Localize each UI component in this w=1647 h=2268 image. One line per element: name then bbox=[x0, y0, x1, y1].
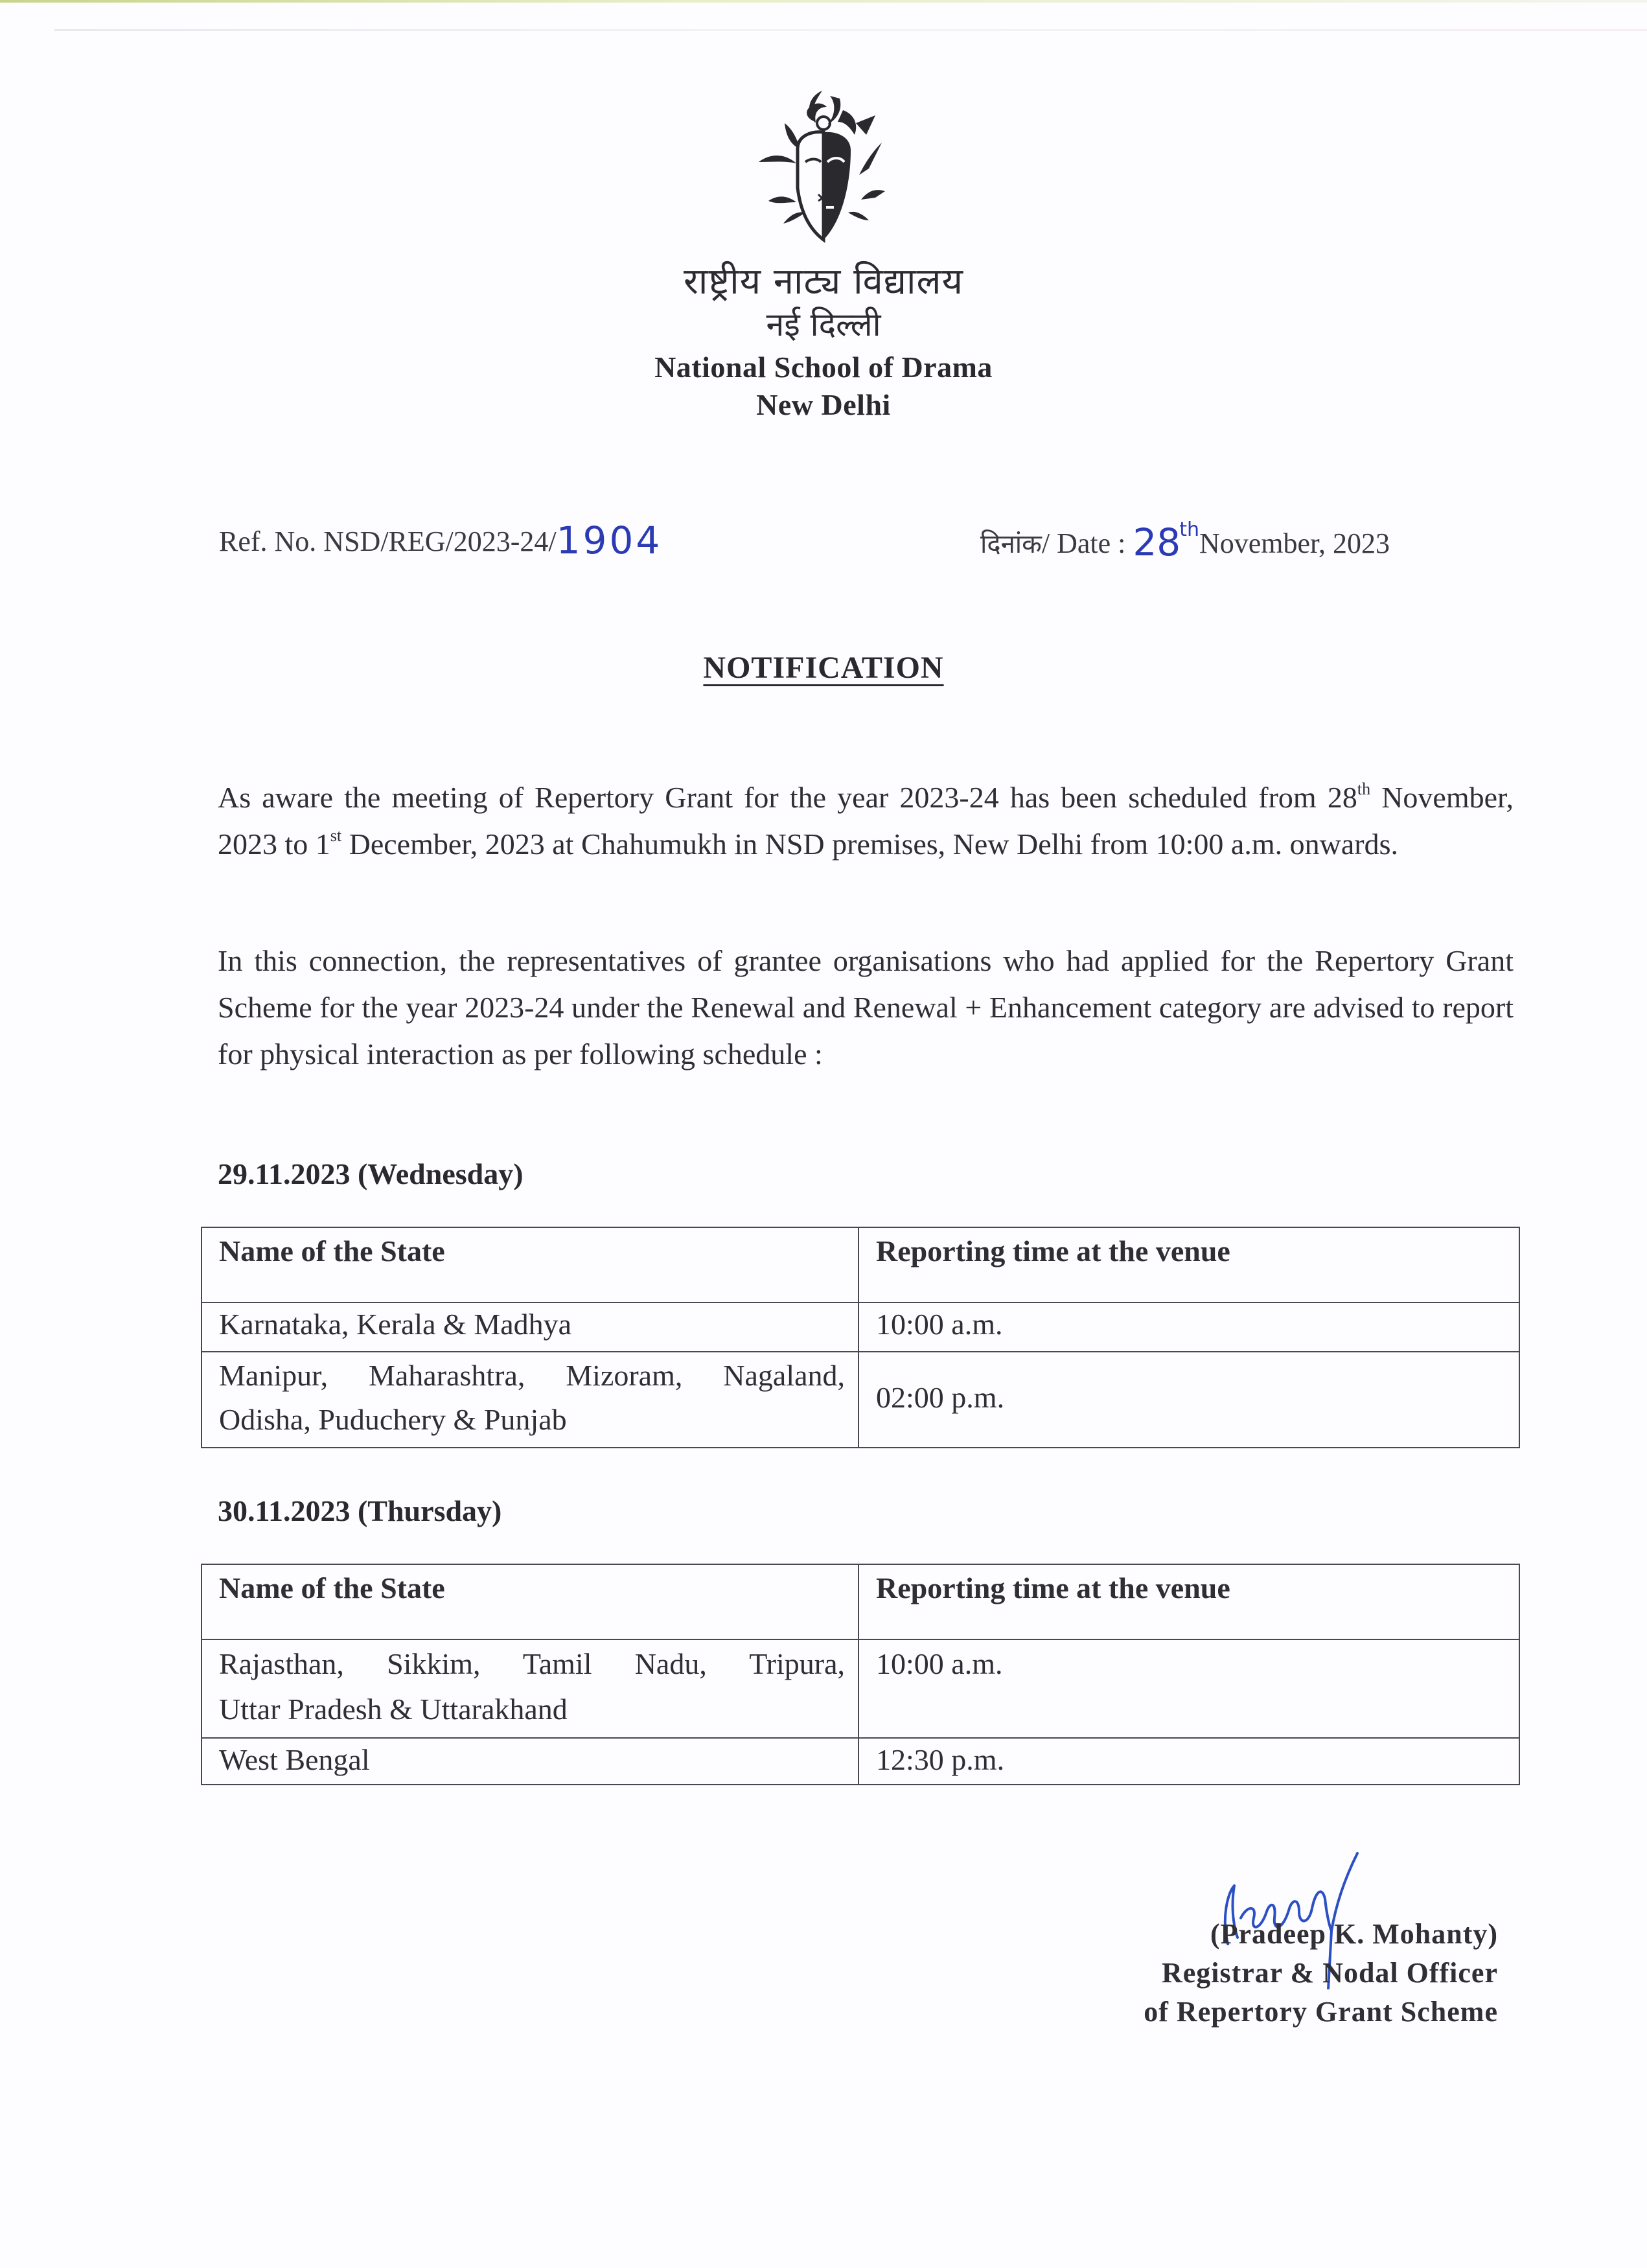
signatory-designation: Registrar & Nodal Officer bbox=[1161, 1957, 1498, 1989]
reference-number-handwritten: 1904 bbox=[556, 518, 663, 562]
table-row bbox=[202, 1639, 1519, 1738]
date-day: 28 bbox=[1133, 520, 1181, 564]
signature-block bbox=[1144, 1915, 1498, 2031]
cell-states-line1: Rajasthan, Sikkim, Tamil Nadu, Tripura, bbox=[219, 1647, 846, 1680]
reference-number bbox=[219, 518, 662, 562]
column-header-time: Reporting time at the venue bbox=[858, 1227, 1519, 1302]
page-title bbox=[0, 650, 1647, 686]
date-label: / Date : bbox=[1041, 527, 1133, 559]
cell-states-line2: Odisha, Puduchery & Punjab bbox=[219, 1403, 567, 1436]
cell-time: 02:00 p.m. bbox=[858, 1352, 1519, 1448]
date-day-handwritten bbox=[1133, 520, 1199, 564]
cell-states: West Bengal bbox=[202, 1738, 858, 1785]
para1-text-c: December, 2023 at Chahumukh in NSD premises, New Delhi from 10:00 a.m. onwards. bbox=[341, 827, 1398, 861]
signatory-name: (Pradeep K. Mohanty) bbox=[1210, 1918, 1498, 1950]
org-city-hindi: नई दिल्ली bbox=[766, 306, 881, 343]
cell-states-line2: Uttar Pradesh & Uttarakhand bbox=[219, 1693, 568, 1726]
table-row bbox=[202, 1352, 1519, 1448]
cell-time: 10:00 a.m. bbox=[858, 1302, 1519, 1352]
table-row bbox=[202, 1738, 1519, 1785]
column-header-time: Reporting time at the venue bbox=[858, 1564, 1519, 1639]
date-month-year: November, 2023 bbox=[1199, 527, 1390, 559]
cell-states bbox=[202, 1352, 858, 1448]
org-name: National School of Drama bbox=[654, 351, 993, 384]
schedule-table-day1 bbox=[201, 1227, 1520, 1448]
date-day-suffix: th bbox=[1179, 518, 1199, 541]
org-name-hindi: राष्ट्रीय नाट्य विद्यालय bbox=[684, 260, 963, 303]
para1-sup-a: th bbox=[1357, 780, 1371, 798]
signatory-scheme: of Repertory Grant Scheme bbox=[1144, 1996, 1498, 2028]
para1-text-a: As aware the meeting of Repertory Grant for the year 2023-24 has been scheduled from 28 bbox=[218, 781, 1357, 814]
letterhead bbox=[0, 84, 1647, 424]
date-label-hindi: दिनांक bbox=[980, 529, 1042, 559]
schedule-day2-heading: 30.11.2023 (Thursday) bbox=[218, 1494, 502, 1527]
table-header-row bbox=[202, 1564, 1519, 1639]
cell-time: 10:00 a.m. bbox=[858, 1639, 1519, 1738]
paragraph-instructions: In this connection, the representatives of grantee organisations who had applied for the Repertory Grant Scheme for the year 2023-24 under the Renewal and Renewal + Enhancement category are advised to report for physical interaction as per following schedule : bbox=[218, 944, 1514, 1070]
schedule-day1-heading: 29.11.2023 (Wednesday) bbox=[218, 1157, 524, 1190]
cell-states: Karnataka, Kerala & Madhya bbox=[202, 1302, 858, 1352]
cell-time: 12:30 p.m. bbox=[858, 1738, 1519, 1785]
title-text: NOTIFICATION bbox=[703, 651, 944, 685]
para1-sup-b: st bbox=[330, 826, 342, 845]
schedule-table-day2 bbox=[201, 1564, 1520, 1785]
cell-states bbox=[202, 1639, 858, 1738]
paragraph-meeting-schedule bbox=[218, 774, 1514, 868]
table-row bbox=[202, 1302, 1519, 1352]
cell-states-line1: Manipur, Maharashtra, Mizoram, Nagaland, bbox=[219, 1359, 846, 1392]
para1-text-b: November, 2023 to 1 bbox=[218, 781, 1514, 861]
reference-label: Ref. No. NSD/REG/2023-24/ bbox=[219, 526, 557, 557]
document-date bbox=[980, 518, 1390, 564]
nsd-mask-emblem-icon bbox=[746, 84, 901, 246]
table-header-row bbox=[202, 1227, 1519, 1302]
org-city: New Delhi bbox=[756, 388, 891, 421]
column-header-state: Name of the State bbox=[202, 1227, 858, 1302]
column-header-state: Name of the State bbox=[202, 1564, 858, 1639]
